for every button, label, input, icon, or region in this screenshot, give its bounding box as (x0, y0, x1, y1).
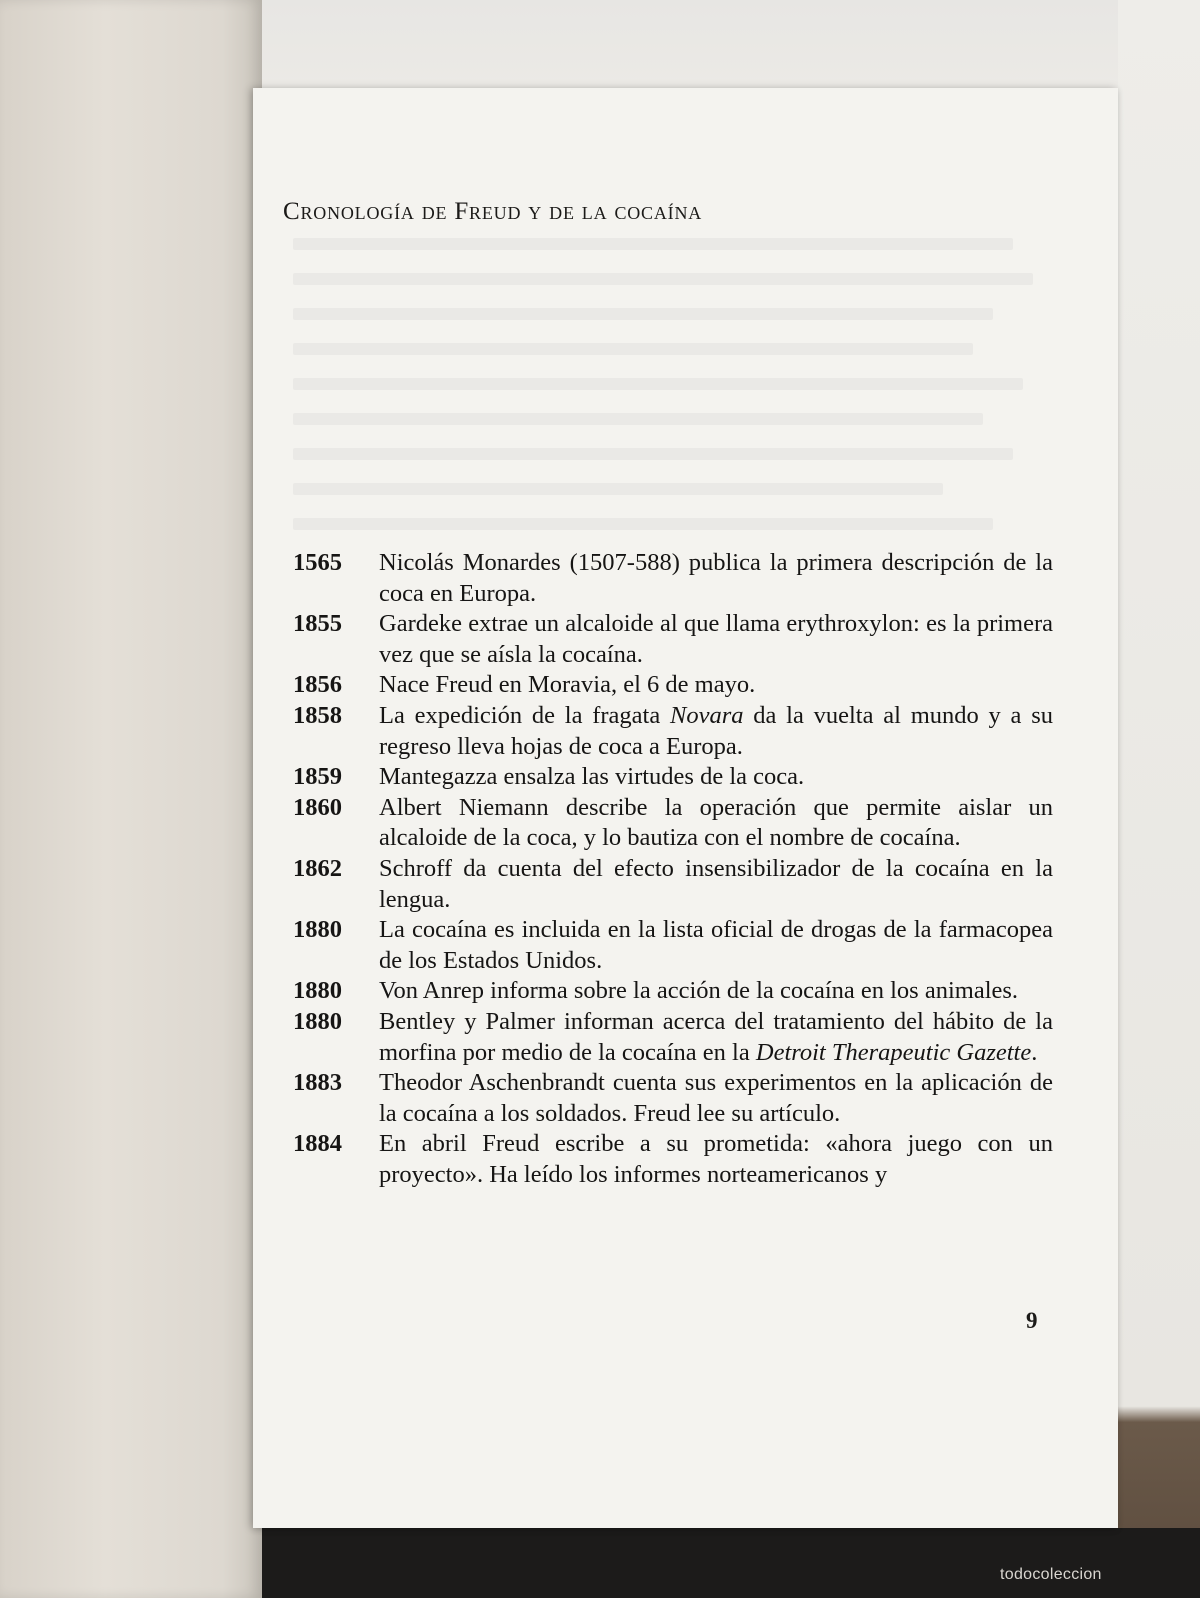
entry-text: Von Anrep informa sobre la acción de la cocaína en los animales. (379, 977, 1019, 1005)
entry-text-part: Bentley y Palmer informan acerca del tratamiento del hábito de la morfina por medio de la cocaína en la (379, 1007, 1053, 1066)
chronology-entry (293, 793, 1053, 854)
table-surface (1118, 0, 1200, 1598)
chronology-entry (293, 1007, 1053, 1068)
chronology-entry (293, 701, 1053, 762)
entry-text: La cocaína es incluida en la lista oficial de drogas de la farmacopea de los Estados Unidos. (379, 916, 1053, 974)
chronology-list (293, 548, 1053, 1190)
book-edge-shadow (262, 1528, 1200, 1598)
entry-year: 1880 (293, 1007, 342, 1035)
entry-year: 1880 (293, 916, 342, 944)
chronology-entry (293, 1129, 1053, 1190)
entry-text: Schroff da cuenta del efecto insensibilizador de la cocaína en la lengua. (379, 854, 1053, 913)
entry-text: Nicolás Monardes (1507-588) publica la primera descripción de la coca en Europa. (379, 549, 1053, 607)
entry-year: 1565 (293, 549, 342, 576)
chronology-entry (293, 1068, 1053, 1129)
entry-year: 1856 (293, 671, 342, 699)
entry-text: En abril Freud escribe a su prometida: «ahora juego con un proyecto». Ha leído los informes norteamericanos y (379, 1130, 1053, 1188)
facing-page (0, 0, 262, 1598)
entry-text-part: da la vuelta al mundo y a su regreso lleva hojas de coca a Europa. (379, 701, 1053, 760)
journal-title: Detroit Therapeutic Gazette (755, 1038, 1032, 1066)
chronology-entry (293, 609, 1053, 670)
chronology-entry (293, 762, 1053, 793)
entry-text: Gardeke extrae un alcaloide al que llama erythroxylon: es la primera vez que se aísla la cocaína. (379, 610, 1053, 668)
entry-text: Nace Freud en Moravia, el 6 de mayo. (379, 671, 756, 699)
book-page (253, 88, 1118, 1528)
running-head: Cronología de Freud y de la cocaína (283, 198, 703, 225)
chronology-entry (293, 670, 1053, 701)
entry-year: 1860 (293, 793, 342, 821)
chronology-entry (293, 976, 1053, 1007)
page-number: 9 (1026, 1308, 1038, 1333)
entry-year: 1862 (293, 854, 342, 882)
entry-year: 1859 (293, 763, 342, 791)
ship-name: Novara (670, 701, 744, 729)
entry-text-part: La expedición de la fragata (379, 701, 670, 729)
entry-text: Theodor Aschenbrandt cuenta sus experimentos en la aplicación de la cocaína a los soldados. Freud lee su artículo. (379, 1069, 1053, 1127)
chronology-entry (293, 548, 1053, 609)
chronology-entry (293, 915, 1053, 976)
entry-text (379, 1007, 1053, 1068)
chronology-entry (293, 854, 1053, 915)
entry-year: 1883 (293, 1069, 342, 1097)
entry-text: Mantegazza ensalza las virtudes de la coca. (379, 763, 805, 791)
entry-year: 1858 (293, 701, 342, 729)
entry-text: Albert Niemann describe la operación que permite aislar un alcaloide de la coca, y lo bautiza con el nombre de cocaína. (379, 793, 1053, 852)
entry-year: 1880 (293, 977, 342, 1005)
watermark-text: todocoleccion (1000, 1566, 1102, 1583)
entry-text (379, 701, 1053, 762)
entry-year: 1855 (293, 610, 342, 638)
entry-year: 1884 (293, 1130, 342, 1158)
entry-text-part: . (1031, 1038, 1038, 1066)
